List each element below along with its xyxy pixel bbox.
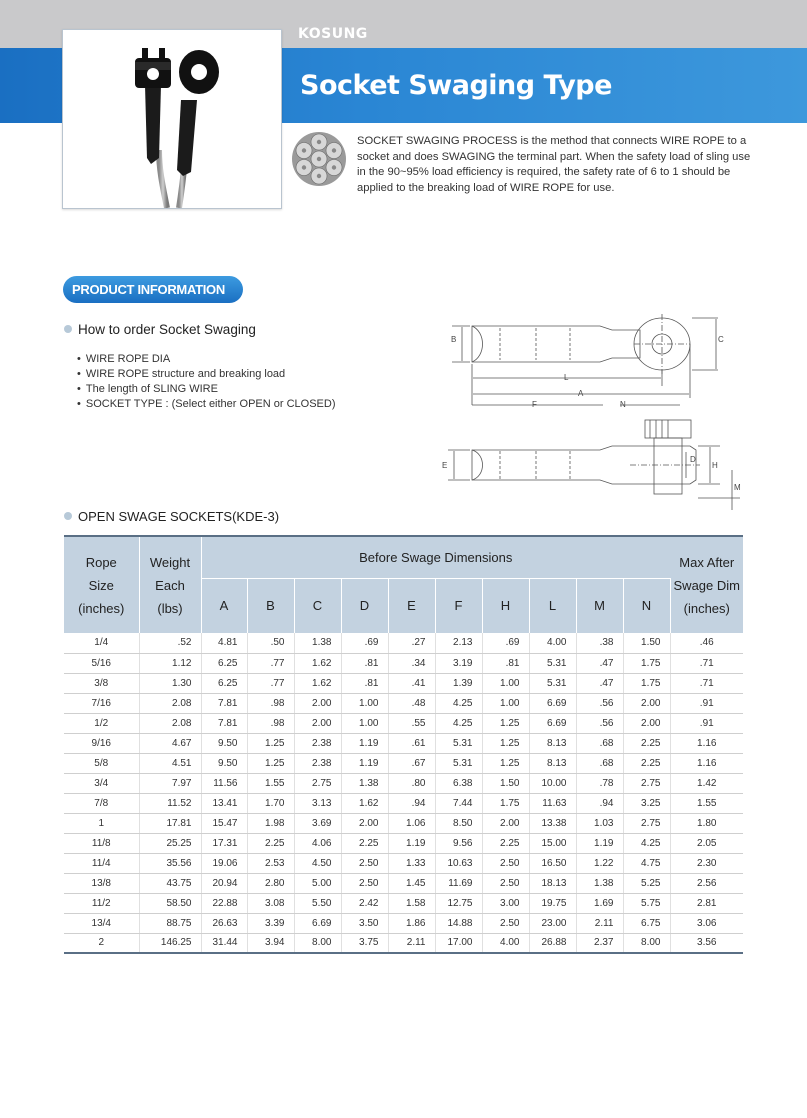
column-header-h: H [482,578,529,633]
table-cell: 1/2 [64,713,139,733]
table-cell: 1.50 [623,633,670,653]
table-row [64,773,743,793]
open-socket-drawing [448,405,740,510]
table-cell: 11/8 [64,833,139,853]
table-cell: 1.98 [247,813,294,833]
list-item: • SOCKET TYPE : (Select either OPEN or CLOSED) [77,397,335,412]
table-cell: .77 [247,673,294,693]
table-cell: 1.38 [294,633,341,653]
table-cell: 7/8 [64,793,139,813]
table-cell: 20.94 [201,873,247,893]
table-cell: 1.25 [482,753,529,773]
table-cell: 4.51 [139,753,201,773]
table-cell: 2.38 [294,753,341,773]
diagram-label-f: F [532,400,537,409]
table-cell: 2.00 [294,693,341,713]
table-cell: 6.69 [529,713,576,733]
table-cell: 2.00 [294,713,341,733]
table-cell: 2.38 [294,733,341,753]
table-cell: 1.75 [623,673,670,693]
table-row [64,813,743,833]
table-cell: 11.52 [139,793,201,813]
table-cell: 19.75 [529,893,576,913]
table-cell: 1.39 [435,673,482,693]
table-cell: 2.42 [341,893,388,913]
table-cell: 6.69 [294,913,341,933]
table-cell: 10.00 [529,773,576,793]
table-cell: 1.86 [388,913,435,933]
table-cell: .71 [670,673,743,693]
table-cell: 1.16 [670,733,743,753]
intro-text: SOCKET SWAGING PROCESS is the method that connects WIRE ROPE to a socket and does SWAGING the terminal part. When the safety load of sling use in the 90~95% load efficiency is required, the safety rate of 6 to 1 should be applied to the breaking load of WIRE ROPE for use. [357,135,751,194]
table-heading [64,509,279,524]
table-row [64,653,743,673]
table-cell: .80 [388,773,435,793]
table-cell: 2.05 [670,833,743,853]
table-cell: .27 [388,633,435,653]
table-cell: 1.12 [139,653,201,673]
table-cell: 2.25 [247,833,294,853]
column-header-e: E [388,578,435,633]
table-cell: 2.80 [247,873,294,893]
table-heading-text: OPEN SWAGE SOCKETS(KDE-3) [78,509,280,524]
column-header-b: B [247,578,294,633]
table-cell: .81 [482,653,529,673]
table-cell: 6.38 [435,773,482,793]
table-cell: 4.25 [623,833,670,853]
table-cell: 2.25 [623,733,670,753]
table-cell: 2.00 [482,813,529,833]
table-cell: 9/16 [64,733,139,753]
table-cell: 3.39 [247,913,294,933]
table-cell: .38 [576,633,623,653]
table-cell: .94 [576,793,623,813]
table-cell: 3.50 [341,913,388,933]
table-cell: 13/8 [64,873,139,893]
table-cell: .67 [388,753,435,773]
table-cell: 17.00 [435,933,482,953]
table-cell: .56 [576,713,623,733]
table-cell: 31.44 [201,933,247,953]
table-cell: 2.50 [482,913,529,933]
column-header-weight: Weight Each (lbs) [139,536,201,633]
table-cell: 17.81 [139,813,201,833]
table-cell: 3/8 [64,673,139,693]
table-cell: 17.31 [201,833,247,853]
table-cell: 3.75 [341,933,388,953]
table-cell: 1.58 [388,893,435,913]
table-cell: 4.25 [435,693,482,713]
table-cell: 3/4 [64,773,139,793]
table-cell: 8.00 [294,933,341,953]
table-cell: .46 [670,633,743,653]
table-cell: 5.50 [294,893,341,913]
table-cell: 1.25 [482,713,529,733]
table-cell: 7.81 [201,693,247,713]
column-header-c: C [294,578,341,633]
table-cell: .91 [670,713,743,733]
table-cell: 4.00 [482,933,529,953]
table-cell: 6.75 [623,913,670,933]
table-cell: 8.00 [623,933,670,953]
table-cell: 1.42 [670,773,743,793]
table-cell: 3.13 [294,793,341,813]
table-cell: 2.25 [341,833,388,853]
list-item: • WIRE ROPE DIA [77,352,335,367]
table-cell: 2.00 [341,813,388,833]
table-cell: 6.25 [201,673,247,693]
order-list [77,352,335,412]
table-cell: 1.19 [341,733,388,753]
table-row [64,733,743,753]
table-cell: 3.19 [435,653,482,673]
table-cell: .48 [388,693,435,713]
socket-dimension-diagram [440,300,750,515]
table-cell: 1.25 [482,733,529,753]
diagram-label-l: L [564,373,569,382]
table-cell: 1.00 [341,713,388,733]
table-cell: 9.50 [201,753,247,773]
table-cell: 7/16 [64,693,139,713]
table-cell: 25.25 [139,833,201,853]
table-cell: 1.38 [576,873,623,893]
product-photo [62,29,282,209]
product-information-label: PRODUCT INFORMATION [63,276,243,303]
table-cell: 1.62 [341,793,388,813]
table-cell: 2.81 [670,893,743,913]
table-cell: 4.75 [623,853,670,873]
table-cell: 12.75 [435,893,482,913]
table-cell: 5.31 [529,653,576,673]
diagram-label-n: N [620,400,626,409]
table-cell: 2.30 [670,853,743,873]
table-cell: 19.06 [201,853,247,873]
table-cell: 2.53 [247,853,294,873]
table-cell: 11.63 [529,793,576,813]
table-cell: .98 [247,713,294,733]
table-cell: .61 [388,733,435,753]
table-cell: 1.19 [576,833,623,853]
table-cell: 3.00 [482,893,529,913]
column-header-m: M [576,578,623,633]
table-cell: .47 [576,673,623,693]
table-cell: 5.31 [435,733,482,753]
table-cell: 1.45 [388,873,435,893]
table-cell: 23.00 [529,913,576,933]
table-cell: 3.08 [247,893,294,913]
column-header-a: A [201,578,247,633]
table-cell: 9.50 [201,733,247,753]
table-cell: 1.00 [482,693,529,713]
table-cell: 4.67 [139,733,201,753]
table-cell: 1 [64,813,139,833]
table-cell: 5.31 [435,753,482,773]
table-cell: 88.75 [139,913,201,933]
diagram-label-e: E [442,461,448,470]
table-cell: 1.03 [576,813,623,833]
table-cell: 3.56 [670,933,743,953]
table-cell: 5.75 [623,893,670,913]
table-row [64,933,743,953]
table-cell: 4.00 [529,633,576,653]
table-row [64,833,743,853]
table-cell: .55 [388,713,435,733]
table-cell: 1/4 [64,633,139,653]
table-cell: 8.13 [529,733,576,753]
column-group-before-swage: Before Swage Dimensions [201,536,670,578]
brand-logo: KOSUNG [298,26,368,42]
table-cell: 22.88 [201,893,247,913]
table-cell: 3.25 [623,793,670,813]
table-cell: 1.55 [247,773,294,793]
table-cell: 2.56 [670,873,743,893]
table-row [64,873,743,893]
table-cell: 4.25 [435,713,482,733]
table-cell: .77 [247,653,294,673]
table-cell: 1.50 [482,773,529,793]
table-cell: 2.75 [623,773,670,793]
table-cell: 4.81 [201,633,247,653]
table-cell: .94 [388,793,435,813]
table-cell: 7.81 [201,713,247,733]
socket-product-illustration [63,30,281,208]
table-cell: 1.25 [247,753,294,773]
table-cell: 5/16 [64,653,139,673]
table-cell: 2.25 [482,833,529,853]
table-cell: 2.00 [623,713,670,733]
table-cell: 1.69 [576,893,623,913]
list-item: • The length of SLING WIRE [77,382,335,397]
table-cell: .56 [576,693,623,713]
table-cell: 2.00 [623,693,670,713]
table-cell: 7.97 [139,773,201,793]
table-cell: 1.55 [670,793,743,813]
table-cell: 4.06 [294,833,341,853]
table-row [64,893,743,913]
table-cell: .98 [247,693,294,713]
table-cell: 8.13 [529,753,576,773]
open-swage-sockets-table [64,535,743,954]
table-cell: .78 [576,773,623,793]
table-cell: 6.25 [201,653,247,673]
table-cell: 11/4 [64,853,139,873]
table-cell: 1.62 [294,673,341,693]
table-cell: 18.13 [529,873,576,893]
table-cell: 1.80 [670,813,743,833]
table-cell: 2 [64,933,139,953]
table-cell: 2.13 [435,633,482,653]
table-row [64,633,743,653]
diagram-label-a: A [578,389,584,398]
table-cell: .69 [482,633,529,653]
table-cell: 8.50 [435,813,482,833]
table-cell: 2.11 [576,913,623,933]
table-cell: 35.56 [139,853,201,873]
table-row [64,753,743,773]
diagram-label-h: H [712,461,718,470]
table-cell: 1.00 [341,693,388,713]
table-cell: 6.69 [529,693,576,713]
table-cell: 26.88 [529,933,576,953]
bullet-dot-icon [64,512,72,520]
table-cell: 13/4 [64,913,139,933]
table-cell: 5.00 [294,873,341,893]
table-cell: 2.37 [576,933,623,953]
table-cell: 1.25 [247,733,294,753]
table-cell: .69 [341,633,388,653]
table-body [64,633,743,953]
table-cell: 3.94 [247,933,294,953]
table-cell: 2.50 [341,873,388,893]
table-cell: 58.50 [139,893,201,913]
table-cell: .47 [576,653,623,673]
bullet-dot-icon [64,325,72,333]
table-cell: 1.62 [294,653,341,673]
table-cell: 2.08 [139,693,201,713]
table-cell: 5.31 [529,673,576,693]
table-cell: 3.69 [294,813,341,833]
table-cell: 10.63 [435,853,482,873]
table-cell: 5/8 [64,753,139,773]
table-cell: 1.70 [247,793,294,813]
diagram-label-b: B [451,335,457,344]
table-cell: .52 [139,633,201,653]
table-row [64,693,743,713]
column-header-l: L [529,578,576,633]
table-cell: 11/2 [64,893,139,913]
table-cell: 2.50 [482,873,529,893]
table-cell: 2.25 [623,753,670,773]
column-header-d: D [341,578,388,633]
table-cell: 2.08 [139,713,201,733]
column-header-max-after: Max After Swage Dim (inches) [670,536,743,633]
table-row [64,853,743,873]
closed-socket-drawing [452,314,718,405]
table-cell: 1.75 [623,653,670,673]
table-cell: 1.19 [341,753,388,773]
table-cell: .68 [576,753,623,773]
table-cell: 1.33 [388,853,435,873]
table-cell: 2.75 [623,813,670,833]
table-cell: 13.41 [201,793,247,813]
table-cell: 43.75 [139,873,201,893]
table-cell: .71 [670,653,743,673]
table-cell: 1.38 [341,773,388,793]
table-cell: 1.16 [670,753,743,773]
table-cell: .81 [341,653,388,673]
table-cell: 14.88 [435,913,482,933]
table-cell: 1.06 [388,813,435,833]
table-cell: 4.50 [294,853,341,873]
table-cell: 15.00 [529,833,576,853]
table-cell: 7.44 [435,793,482,813]
table-row [64,913,743,933]
table-cell: .41 [388,673,435,693]
table-cell: 1.19 [388,833,435,853]
table-cell: 2.50 [341,853,388,873]
table-cell: 2.11 [388,933,435,953]
diagram-label-d: D [690,455,696,464]
diagram-label-c: C [718,335,724,344]
table-row [64,793,743,813]
table-cell: .68 [576,733,623,753]
table-cell: .50 [247,633,294,653]
list-item: • WIRE ROPE structure and breaking load [77,367,335,382]
table-cell: 11.69 [435,873,482,893]
table-row [64,673,743,693]
table-cell: .34 [388,653,435,673]
order-heading [64,322,256,337]
table-cell: 15.47 [201,813,247,833]
table-cell: 146.25 [139,933,201,953]
page-title: Socket Swaging Type [300,70,612,101]
table-cell: 16.50 [529,853,576,873]
table-cell: 1.75 [482,793,529,813]
table-cell: 5.25 [623,873,670,893]
table-cell: 1.00 [482,673,529,693]
table-cell: 11.56 [201,773,247,793]
column-header-rope-size: Rope Size (inches) [64,536,139,633]
table-cell: 3.06 [670,913,743,933]
diagram-label-m: M [734,483,741,492]
column-header-f: F [435,578,482,633]
table-cell: 13.38 [529,813,576,833]
table-cell: 1.22 [576,853,623,873]
table-cell: 9.56 [435,833,482,853]
table-cell: 26.63 [201,913,247,933]
table-cell: 2.75 [294,773,341,793]
order-heading-text: How to order Socket Swaging [78,322,256,337]
wire-rope-cross-section-icon [290,130,348,188]
table-cell: 2.50 [482,853,529,873]
table-cell: 1.30 [139,673,201,693]
table-cell: .91 [670,693,743,713]
table-row [64,713,743,733]
column-header-n: N [623,578,670,633]
table-cell: .81 [341,673,388,693]
